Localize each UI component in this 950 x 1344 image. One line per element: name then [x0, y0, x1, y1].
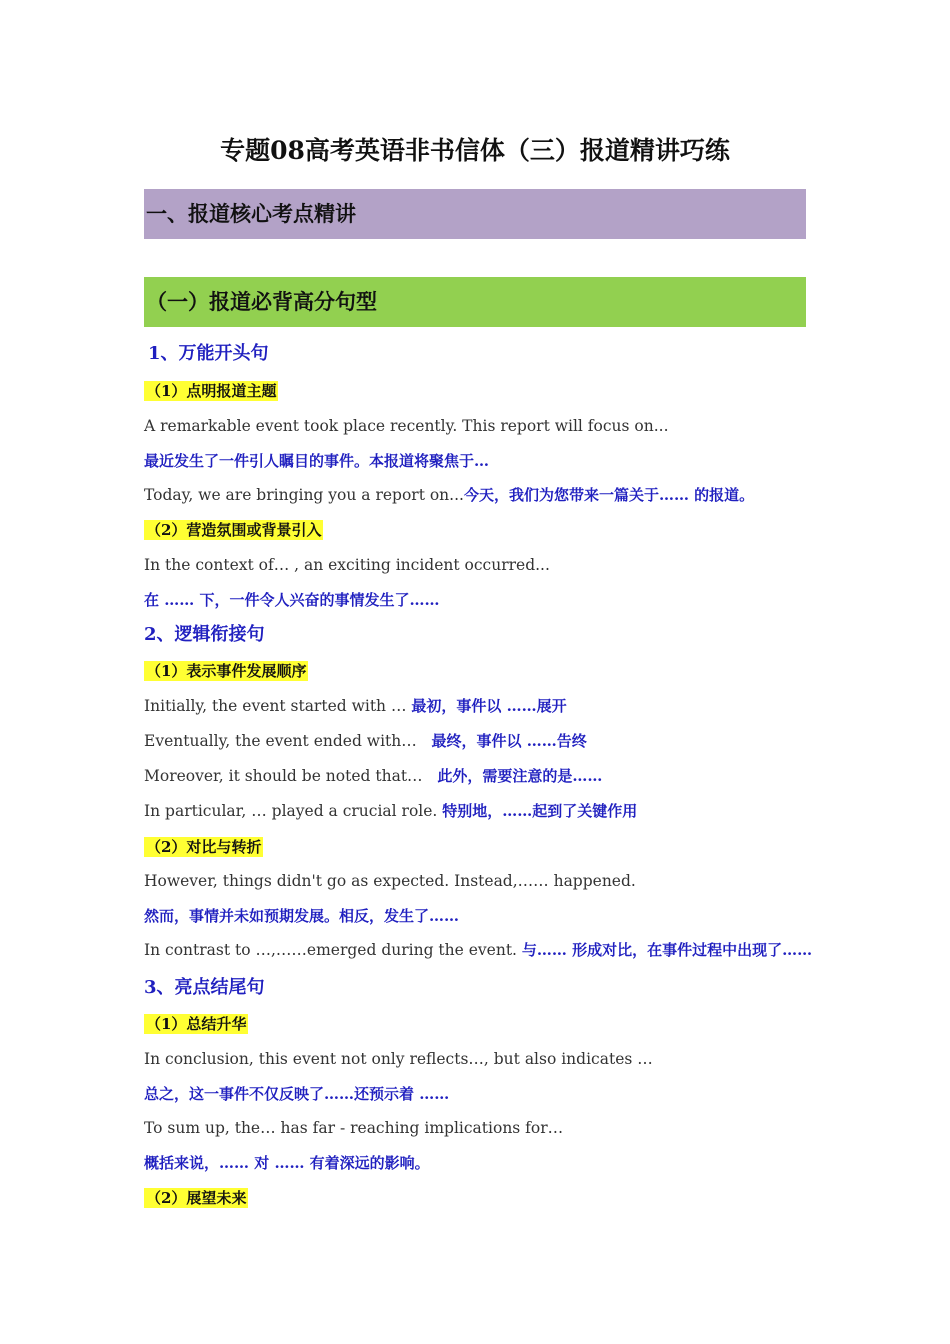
section-banner-sentences: （一）报道必背高分句型 — [144, 277, 806, 327]
chinese-translation: 此外，需要注意的是…… — [437, 767, 603, 785]
chinese-translation: 然而，事情并未如预期发展。相反，发生了…… — [144, 907, 460, 925]
english-sentence: Today, we are bringing you a report on... — [144, 486, 464, 504]
english-sentence: A remarkable event took place recently. This report will focus on... — [144, 417, 669, 435]
heading-closing-sentences: 3、亮点结尾句 — [144, 977, 265, 998]
english-sentence: In conclusion, this event not only reflects…, but also indicates … — [144, 1050, 653, 1068]
sentence-pair — [144, 939, 812, 961]
chinese-translation: 特别地，……起到了关键作用 — [442, 802, 638, 820]
section-banner-core: 一、报道核心考点精讲 — [144, 189, 806, 239]
chinese-translation: 总之，这一事件不仅反映了……还预示着 …… — [144, 1085, 450, 1103]
sentence-pair — [144, 484, 754, 506]
subheading-topic: （1）点明报道主题 — [146, 382, 277, 400]
chinese-translation: 概括来说，…… 对 …… 有着深远的影响。 — [144, 1154, 430, 1172]
sentence-pair — [144, 695, 567, 717]
chinese-translation: 与…… 形成对比，在事件过程中出现了…… — [521, 941, 813, 959]
chinese-translation: 最终，事件以 ……告终 — [431, 732, 587, 750]
subheading-summary: （1）总结升华 — [146, 1015, 247, 1033]
english-sentence: In contrast to …,……emerged during the event. — [144, 941, 517, 959]
english-sentence: Initially, the event started with … — [144, 697, 407, 715]
subheading-sequence: （1）表示事件发展顺序 — [146, 662, 307, 680]
subheading-outlook: （2）展望未来 — [146, 1189, 247, 1207]
english-sentence: Moreover, it should be noted that… — [144, 767, 423, 785]
chinese-translation: 今天，我们为您带来一篇关于…… 的报道。 — [463, 486, 755, 504]
english-sentence: Eventually, the event ended with… — [144, 732, 417, 750]
sentence-pair — [144, 800, 637, 822]
chinese-translation: 最近发生了一件引人瞩目的事件。本报道将聚焦于… — [144, 452, 490, 470]
sentence-pair — [144, 730, 587, 752]
english-sentence: However, things didn't go as expected. Instead,…… happened. — [144, 872, 636, 890]
english-sentence: In particular, … played a crucial role. — [144, 802, 438, 820]
subheading-contrast: （2）对比与转折 — [146, 838, 262, 856]
heading-opening-sentences: 1、万能开头句 — [148, 343, 269, 364]
heading-logic-sentences: 2、逻辑衔接句 — [144, 624, 265, 645]
chinese-translation: 在 …… 下，一件令人兴奋的事情发生了…… — [144, 591, 440, 609]
english-sentence: To sum up, the… has far - reaching implications for… — [144, 1119, 564, 1137]
subheading-background: （2）营造氛围或背景引入 — [146, 521, 322, 539]
page-title: 专题08高考英语非书信体（三）报道精讲巧练 — [220, 136, 730, 165]
sentence-pair — [144, 765, 602, 787]
english-sentence: In the context of… , an exciting incident occurred... — [144, 556, 550, 574]
chinese-translation: 最初，事件以 ……展开 — [411, 697, 567, 715]
